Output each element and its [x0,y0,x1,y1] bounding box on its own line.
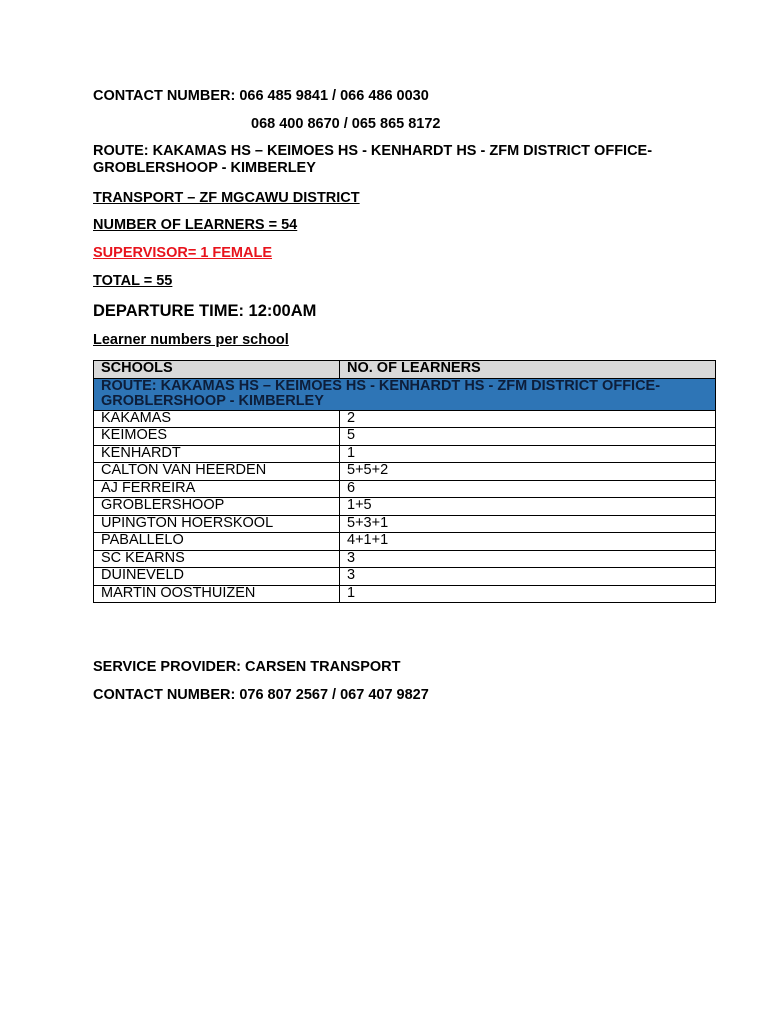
school-name-cell: KAKAMAS [94,410,340,428]
school-name-cell: SC KEARNS [94,550,340,568]
learner-count-cell: 1 [340,585,716,603]
school-name-cell: PABALLELO [94,533,340,551]
schools-table [93,360,716,603]
table-row [94,480,716,498]
transport-text: TRANSPORT – ZF MGCAWU DISTRICT [93,190,360,206]
table-header-row [94,361,716,379]
learner-count-cell: 6 [340,480,716,498]
learner-count-text: NUMBER OF LEARNERS = 54 [93,217,298,233]
learner-count-cell: 4+1+1 [340,533,716,551]
table-row [94,445,716,463]
route-row-text: ROUTE: KAKAMAS HS – KEIMOES HS - KENHARDT HS - ZFM DISTRICT OFFICE- GROBLERSHOOP - KIMBERLEY [94,378,716,410]
school-name-cell: UPINGTON HOERSKOOL [94,515,340,533]
table-row [94,428,716,446]
school-name-cell: KENHARDT [94,445,340,463]
learner-count-cell: 1 [340,445,716,463]
column-header-schools: SCHOOLS [94,361,340,379]
learner-count-cell: 3 [340,568,716,586]
school-name-cell: DUINEVELD [94,568,340,586]
school-name-cell: AJ FERREIRA [94,480,340,498]
footer-contact-number: CONTACT NUMBER: 076 807 2567 / 067 407 9827 [93,687,429,703]
learner-count-cell: 3 [340,550,716,568]
learner-count-cell: 5 [340,428,716,446]
total-text: TOTAL = 55 [93,273,173,289]
school-name-cell: GROBLERSHOOP [94,498,340,516]
route-row [94,378,716,410]
learner-count-cell: 5+3+1 [340,515,716,533]
table-row [94,463,716,481]
table-row [94,585,716,603]
column-header-learners: NO. OF LEARNERS [340,361,716,379]
supervisor-text: SUPERVISOR= 1 FEMALE [93,245,273,261]
route-text: ROUTE: KAKAMAS HS – KEIMOES HS - KENHARDT HS - ZFM DISTRICT OFFICE- GROBLERSHOOP - KIMBERLEY [93,143,653,176]
learner-count-cell: 1+5 [340,498,716,516]
table-row [94,498,716,516]
table-row [94,550,716,568]
service-provider-text: SERVICE PROVIDER: CARSEN TRANSPORT [93,659,401,675]
table-row [94,533,716,551]
table-row [94,515,716,533]
contact-number-line: CONTACT NUMBER: 066 485 9841 / 066 486 0030 [93,88,429,104]
school-name-cell: CALTON VAN HEERDEN [94,463,340,481]
departure-time-heading: DEPARTURE TIME: 12:00AM [93,302,317,320]
table-row [94,410,716,428]
learner-count-cell: 2 [340,410,716,428]
learner-count-cell: 5+5+2 [340,463,716,481]
learner-numbers-subheading: Learner numbers per school [93,332,289,348]
school-name-cell: MARTIN OOSTHUIZEN [94,585,340,603]
contact-number-line-2: 068 400 8670 / 065 865 8172 [251,116,441,132]
table-row [94,568,716,586]
school-name-cell: KEIMOES [94,428,340,446]
